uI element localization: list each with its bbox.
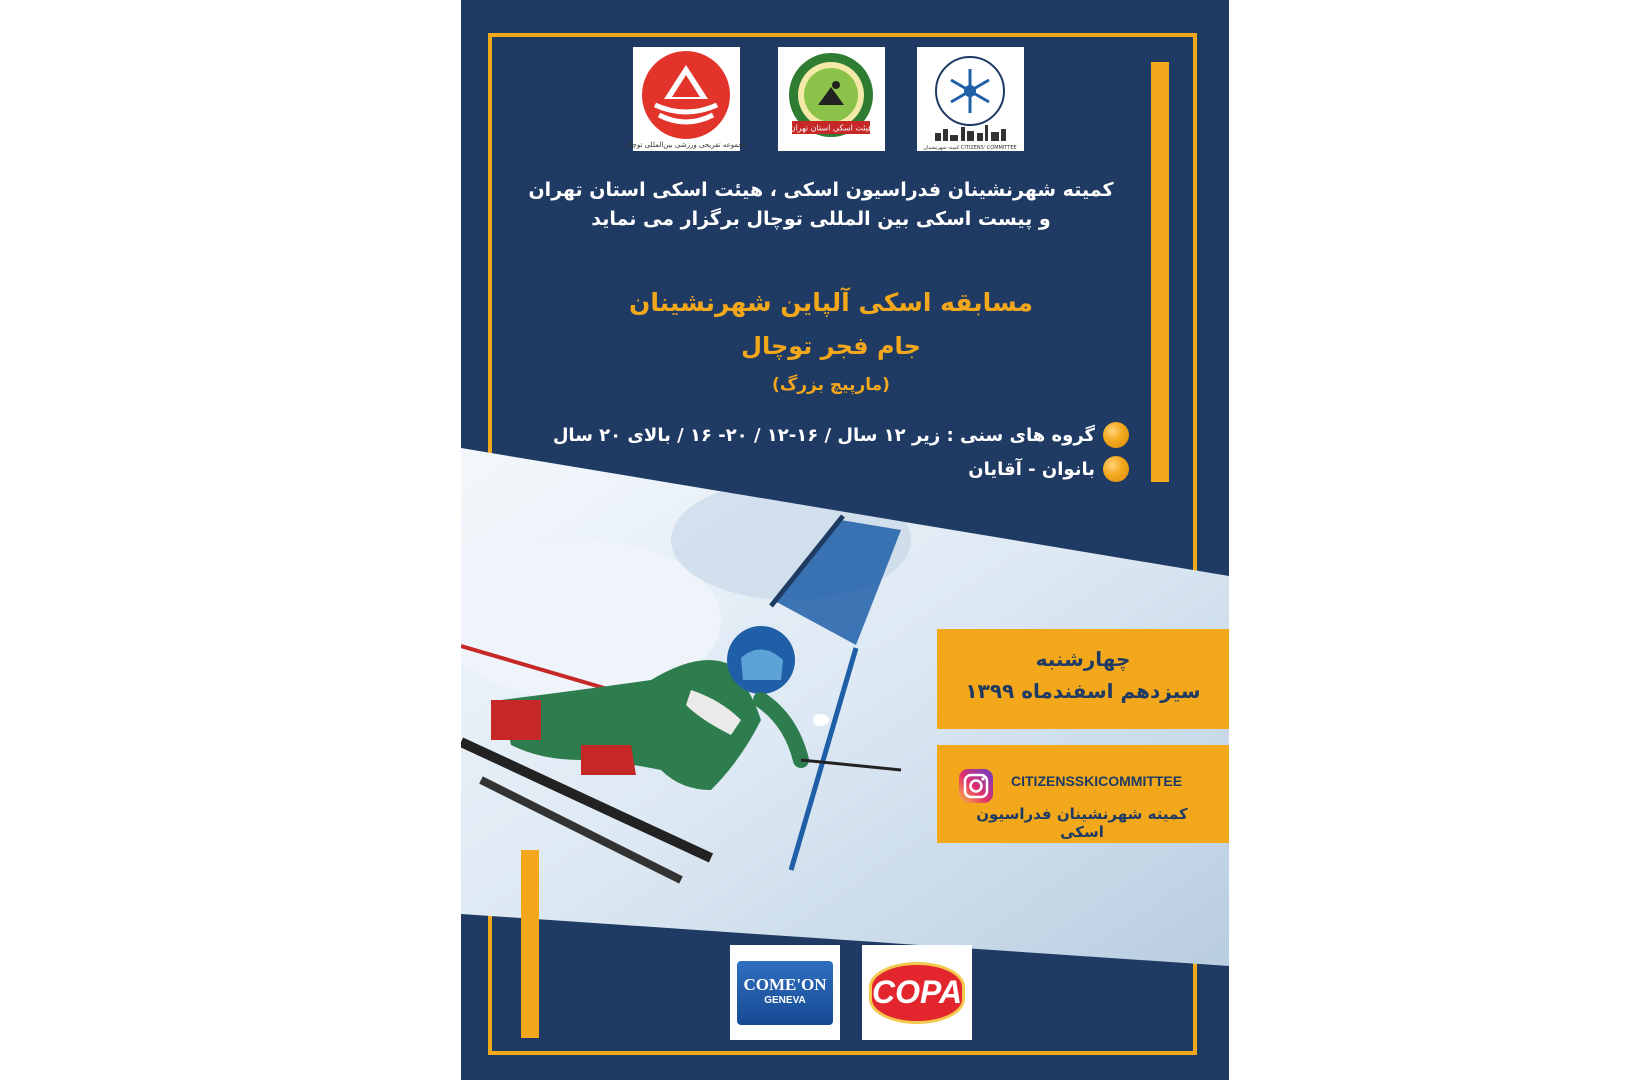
intro-line-2: و پیست اسکی بین المللی توچال برگزار می نماید [591, 208, 1051, 230]
gender-text: بانوان - آقایان [968, 458, 1095, 480]
event-poster [461, 0, 1229, 1080]
copa-name: COPA [871, 974, 963, 1010]
event-day: چهارشنبه [1035, 647, 1131, 671]
tehran-ski-board-caption: هیئت اسکی استان تهران [789, 123, 873, 133]
comeon-logo [737, 961, 833, 1025]
tochal-caption: مجموعه تفریحی ورزشی بین‌المللی توچال [625, 141, 747, 149]
comeon-name: COME'ON [743, 974, 827, 994]
sponsor-comeon [730, 945, 840, 1040]
skier-illustration [461, 0, 1229, 1080]
instagram-icon[interactable] [957, 767, 995, 809]
instagram-handle[interactable]: CITIZENSSKICOMMITTEE [1011, 773, 1183, 789]
ski-federation-caption: کمیته شهرنشینان CITIZENS' COMMITTEE [923, 145, 1017, 151]
comeon-sub: GENEVA [764, 994, 806, 1006]
intro-line-1: کمیته شهرنشینان فدراسیون اسکی ، هیئت اسکی استان تهران [528, 179, 1114, 201]
social-box [937, 745, 1229, 843]
event-date: سیزدهم اسفندماه ۱۳۹۹ [965, 679, 1201, 703]
copa-logo [869, 962, 965, 1024]
event-subtitle: جام فجر توچال [741, 332, 921, 360]
event-discipline: (مارپیچ بزرگ) [772, 375, 890, 395]
accent-bar-left [521, 850, 539, 1038]
sponsor-copa [862, 945, 972, 1040]
date-box [937, 629, 1229, 729]
age-groups-text: گروه های سنی : زیر ۱۲ سال / ۱۶-۱۲ / ۲۰- ۱۶ / بالای ۲۰ سال [552, 424, 1095, 446]
event-title: مسابقه اسکی آلپاین شهرنشینان [629, 288, 1033, 317]
committee-name: کمیته شهرنشینان فدراسیون اسکی [976, 805, 1188, 841]
